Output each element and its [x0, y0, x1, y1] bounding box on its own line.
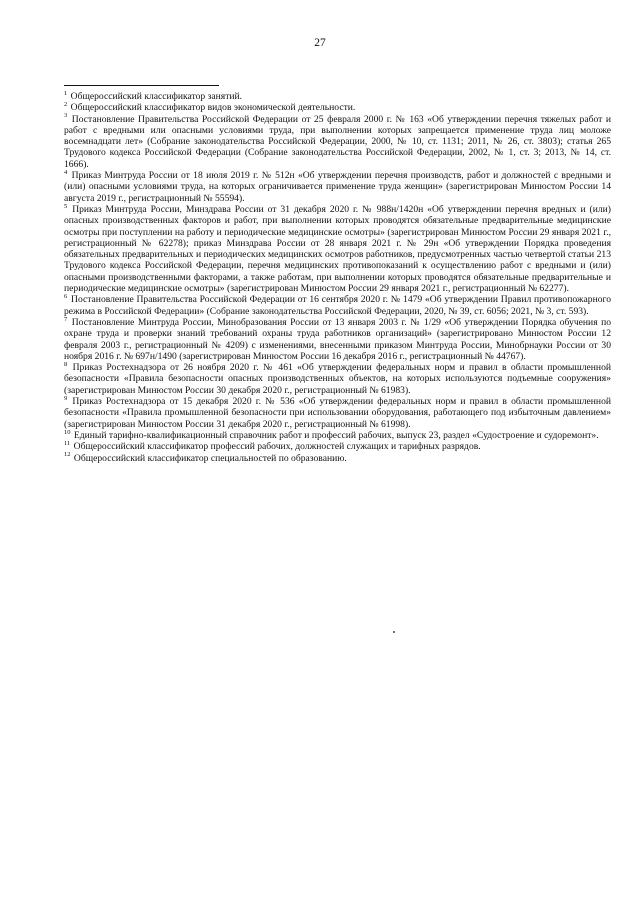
footnote-mark: 10: [64, 428, 71, 436]
footnote: [64, 453, 611, 464]
footnote-text: Приказ Ростехнадзора от 26 ноября 2020 г. № 461 «Об утверждении федеральных норм и правил в области промышленной безопасности «Правила безопасности опасных производственных объектов, на которых используются подъемные сооружения» (зарегистрирован Минюстом России 30 декабря 2020 г., регистрационный № 61983).: [64, 362, 611, 396]
footnote-text: Общероссийский классификатор занятий.: [70, 91, 243, 102]
footnote-mark: 11: [64, 440, 71, 448]
footnote-text: Общероссийский классификатор видов экономической деятельности.: [70, 102, 356, 114]
footnote-text: Общероссийский классификатор специальностей по образованию.: [73, 452, 347, 464]
footnote-text: Приказ Ростехнадзора от 15 декабря 2020 г. № 536 «Об утверждении федеральных норм и правил в области промышленной безопасности «Правила промышленной безопасности при использовании оборудования, работающего под избыточным давлением» (зарегистрирован Минюстом России 31 декабря 2020 г., регистрационный № 61998).: [64, 396, 611, 430]
footnote: [64, 102, 611, 113]
footnote-text: Приказ Минтруда России от 18 июля 2019 г. № 512н «Об утверждении перечня производств, работ и должностей с вредными и (или) опасными условиями труда, на которых ограничивается применение труда женщин» (зарегистрирован Минюстом России 14 августа 2019 г., регистрационный № 55594).: [64, 170, 611, 204]
footnote-mark: 2: [64, 101, 68, 109]
footnote-text: Общероссийский классификатор профессий рабочих, должностей служащих и тарифных разрядов.: [73, 441, 481, 453]
footnote-mark: 6: [64, 293, 68, 301]
page-number: 27: [314, 37, 326, 49]
footnote-mark: 9: [64, 394, 68, 402]
scan-speck: [393, 631, 395, 633]
footnote: [64, 91, 611, 102]
footnote-mark: 7: [64, 315, 68, 323]
footnote-mark: 12: [64, 451, 71, 459]
footnote: [64, 294, 611, 317]
footnotes: [64, 91, 611, 464]
footnote: [64, 204, 611, 294]
footnote-text: Постановление Правительства Российской Федерации от 16 сентября 2020 г. № 1479 «Об утверждении Правил противопожарного режима в Российской Федерации» (Собрание законодательства Российской Федерации, 2020, № 39, ст. 6056; 2021, № 3, ст. 593).: [64, 294, 611, 317]
footnote-text: Постановление Минтруда России, Минобразования России от 13 января 2003 г. № 1/29 «Об утверждении Порядка обучения по охране труда и проверки знаний требований охраны труда работников организаций» (зарегистрировано Минюстом России 12 февраля 2003 г., регистрационный № 4209) с изменениями, внесенными приказом Минтруда России, Минобрнауки России от 30 ноября 2016 г. № 697н/1490 (зарегистрирован Минюстом России 16 декабря 2016 г., регистрационный № 44767).: [64, 316, 612, 362]
footnote-mark: 1: [64, 89, 68, 97]
footnote: [64, 114, 611, 170]
footnote-text: Постановление Правительства Российской Федерации от 25 февраля 2000 г. № 163 «Об утверждении перечня тяжелых работ и работ с вредными или опасными условиями труда, при выполнении которых запрещается применение труда лиц моложе восемнадцати лет» (Собрание законодательства Российской Федерации, 2000, № 10, ст. 1131; 2011, № 26, ст. 3803); статья 265 Трудового кодекса Российской Федерации (Собрание законодательства Российской Федерации, 2002, № 1, ст. 3; 2013, № 14, ст. 1666).: [64, 113, 611, 170]
footnote-separator: [64, 85, 219, 86]
footnote: [64, 430, 611, 441]
footnote: [64, 170, 611, 204]
footnote-mark: 3: [64, 112, 68, 120]
footnote: [64, 441, 611, 452]
footnote-text: Приказ Минтруда России, Минздрава России от 31 декабря 2020 г. № 988н/1420н «Об утверждении перечня вредных и (или) опасных производственных факторов и работ, при выполнении которых проводятся обязательные предварительные медицинские осмотры при поступлении на работу и периодические медицинские осмотры» (зарегистрирован Минюстом России 29 января 2021 г., регистрационный № 62278); приказ Минздрава России от 28 января 2021 г. № 29н «Об утверждении Порядка проведения обязательных предварительных и периодических медицинских осмотров работников, предусмотренных частью четвертой статьи 213 Трудового кодекса Российской Федерации, перечня медицинских противопоказаний к осуществлению работ с вредными и (или) опасными производственными факторами, а также работам, при выполнении которых проводятся обязательные предварительные и периодические медицинские осмотры» (зарегистрирован Минюстом России 29 января 2021 г., регистрационный № 62277).: [64, 203, 611, 295]
footnote-mark: 8: [64, 360, 68, 368]
footnote: [64, 362, 611, 396]
footnote-mark: 5: [64, 202, 68, 210]
footnote: [64, 317, 611, 362]
footnote-text: Единый тарифно-квалификационный справочник работ и профессий рабочих, выпуск 23, раздел «Судостроение и судоремонт».: [73, 429, 599, 441]
footnote: [64, 396, 611, 430]
footnote-mark: 4: [64, 168, 68, 176]
